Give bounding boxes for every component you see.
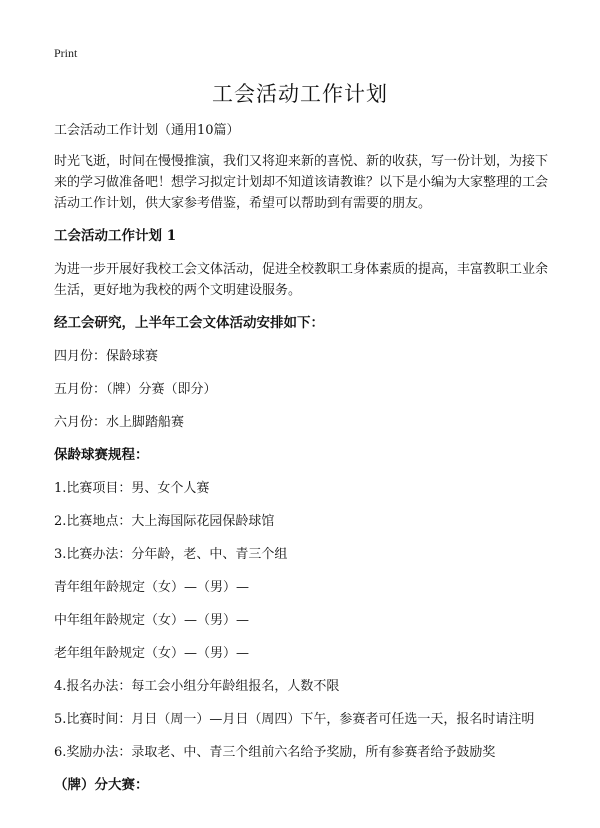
schedule-item-april: 四月份：保龄球赛 <box>54 349 159 364</box>
rule-item: 1.比赛项目：男、女个人赛 <box>54 481 210 496</box>
schedule-item-may: 五月份：（牌）分赛（即分） <box>54 382 217 397</box>
intro-paragraph: 时光飞逝，时间在慢慢推演，我们又将迎来新的喜悦、新的收获，写一份计划，为接下来的学习做准备吧！想学习拟定计划却不知道该请教谁？以下是小编为大家整理的工会活动工作计划，供大家参考借鉴，希望可以帮助到有需要的朋友。 <box>54 154 549 211</box>
schedule-heading: 经工会研究，上半年工会文体活动安排如下： <box>54 315 324 331</box>
rule-item: 5.比赛时间：月日（周一）—月日（周四）下午，参赛者可任选一天，报名时请注明 <box>54 712 535 727</box>
rules-heading: 保龄球赛规程： <box>54 447 149 463</box>
rule-item: 4.报名办法：每工会小组分年龄组报名，人数不限 <box>54 679 340 694</box>
schedule-item-june: 六月份：水上脚踏船赛 <box>54 415 185 430</box>
subtitle: 工会活动工作计划（通用10篇） <box>54 123 240 138</box>
rule-item: 青年组年龄规定（女）—（男）— <box>54 580 250 595</box>
rule-item: 6.奖励办法：录取老、中、青三个组前六名给予奖励，所有参赛者给予鼓励奖 <box>54 745 496 760</box>
rule-item: 2.比赛地点：大上海国际花园保龄球馆 <box>54 514 275 529</box>
document-body <box>54 120 554 808</box>
rule-item: 中年组年龄规定（女）—（男）— <box>54 613 250 628</box>
section-heading: 工会活动工作计划 1 <box>54 228 177 244</box>
rule-item: 老年组年龄规定（女）—（男）— <box>54 646 250 661</box>
page-title: 工会活动工作计划 <box>212 82 388 106</box>
next-section-heading: （牌）分大赛： <box>54 777 149 793</box>
section-paragraph: 为进一步开展好我校工会文体活动，促进全校教职工身体素质的提高，丰富教职工业余生活，更好地为我校的两个文明建设服务。 <box>54 262 549 298</box>
print-link[interactable]: Print <box>54 46 78 60</box>
rule-item: 3.比赛办法：分年龄，老、中、青三个组 <box>54 547 288 562</box>
